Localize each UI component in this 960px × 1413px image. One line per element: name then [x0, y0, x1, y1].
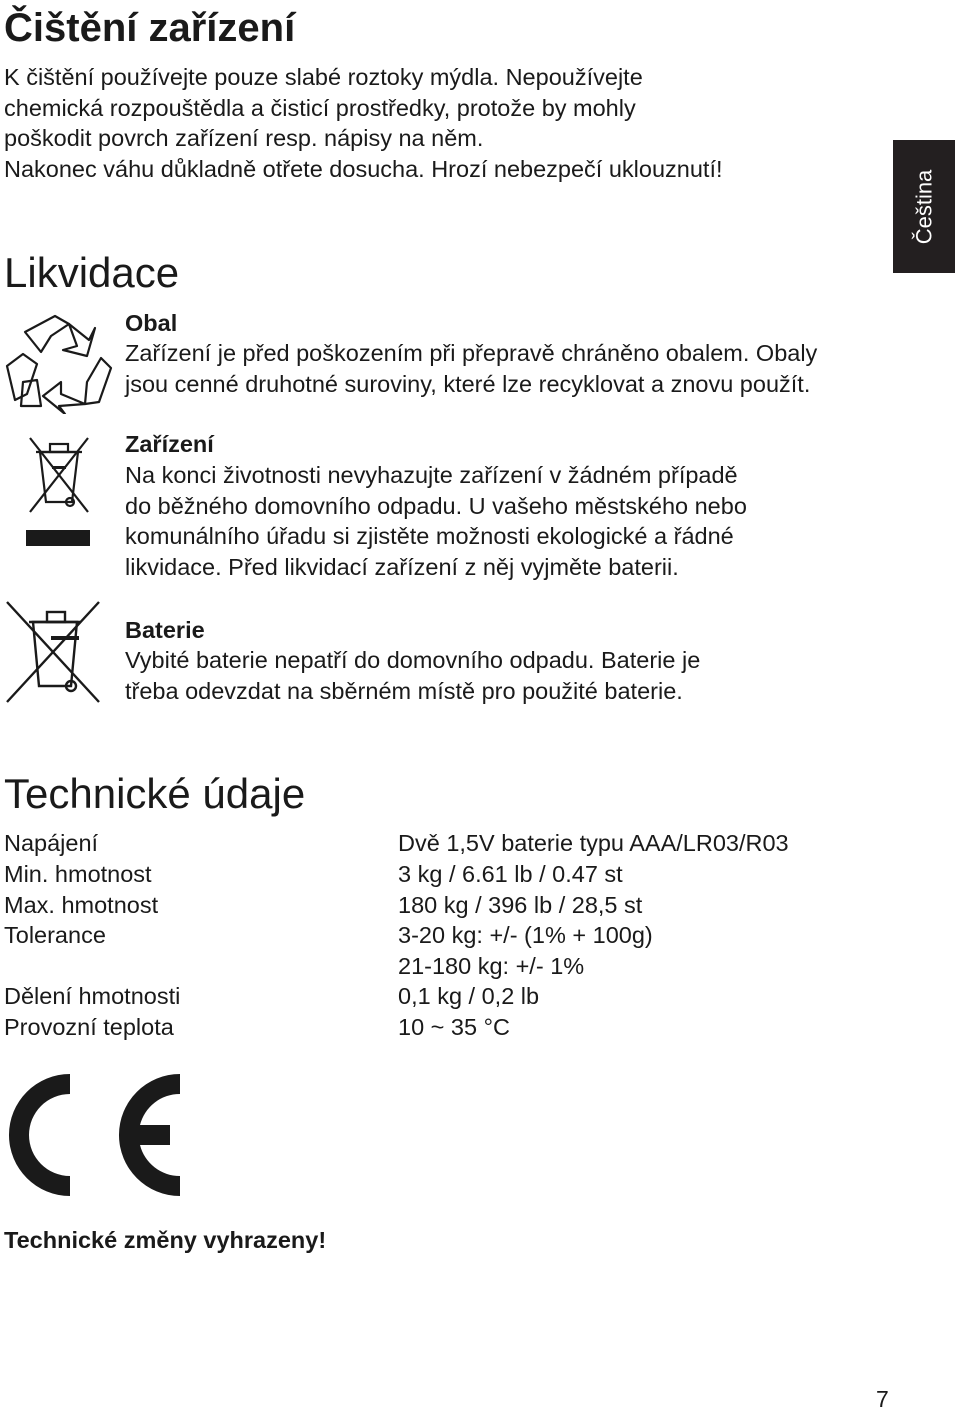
spec-label-min-weight: Min. hmotnost — [4, 861, 152, 887]
battery-text: Vybité baterie nepatří do domovního odpadu. Baterie je třeba odevzdat na sběrném místě pro použité baterie. — [125, 647, 701, 704]
spec-label-max-weight: Max. hmotnost — [4, 892, 159, 918]
spec-value-min-weight: 3 kg / 6.61 lb / 0.47 st — [398, 861, 623, 887]
device-text: Na konci životnosti nevyhazujte zařízení v žádném případě do běžného domovního odpadu. U vašeho městského nebo komunálního úřadu si zjistěte možnosti ekologické a řádné likvidace. Před likvidací zařízení z něj vyjměte baterii. — [125, 462, 747, 581]
spec-label-temperature: Provozní teplota — [4, 1014, 174, 1040]
spec-value-graduation: 0,1 kg / 0,2 lb — [398, 983, 540, 1009]
spec-value-power: Dvě 1,5V baterie typu AAA/LR03/R03 — [398, 830, 789, 856]
cleaning-text: K čištění používejte pouze slabé roztoky mýdla. Nepoužívejte chemická rozpouštědla a čisticí prostředky, protože by mohly poškodit povrch zařízení resp. nápisy na něm. Nakonec váhu důkladně otřete dosucha. Hrozí nebezpečí uklouznutí! — [4, 64, 723, 183]
packaging-heading: Obal — [125, 310, 178, 336]
spec-value-temperature: 10 ~ 35 °C — [398, 1014, 510, 1040]
cleaning-title: Čištění zařízení — [4, 6, 296, 50]
packaging-text: Zařízení je před poškozením při přepravě chráněno obalem. Obaly jsou cenné druhotné suroviny, které lze recyklovat a znovu použít. — [125, 340, 818, 397]
spec-value-max-weight: 180 kg / 396 lb / 28,5 st — [398, 892, 643, 918]
recycle-icon — [3, 310, 113, 414]
specs-title: Technické údaje — [4, 770, 306, 817]
spec-label-graduation: Dělení hmotnosti — [4, 983, 181, 1009]
spec-value-tolerance-2: 21-180 kg: +/- 1% — [398, 953, 585, 979]
language-tab-label: Čeština — [911, 169, 936, 244]
spec-label-power: Napájení — [4, 830, 99, 856]
disposal-title: Likvidace — [4, 249, 180, 296]
crossed-bin-icon — [3, 600, 103, 704]
crossed-bin-bar-icon — [26, 434, 92, 552]
spec-value-tolerance: 3-20 kg: +/- (1% + 100g) — [398, 922, 653, 948]
page-number: 7 — [876, 1386, 889, 1412]
battery-heading: Baterie — [125, 617, 205, 643]
technical-changes-note: Technické změny vyhrazeny! — [4, 1227, 327, 1253]
language-tab — [893, 140, 955, 273]
device-heading: Zařízení — [125, 431, 214, 457]
spec-label-tolerance: Tolerance — [4, 922, 106, 948]
ce-mark-icon — [4, 1070, 182, 1200]
